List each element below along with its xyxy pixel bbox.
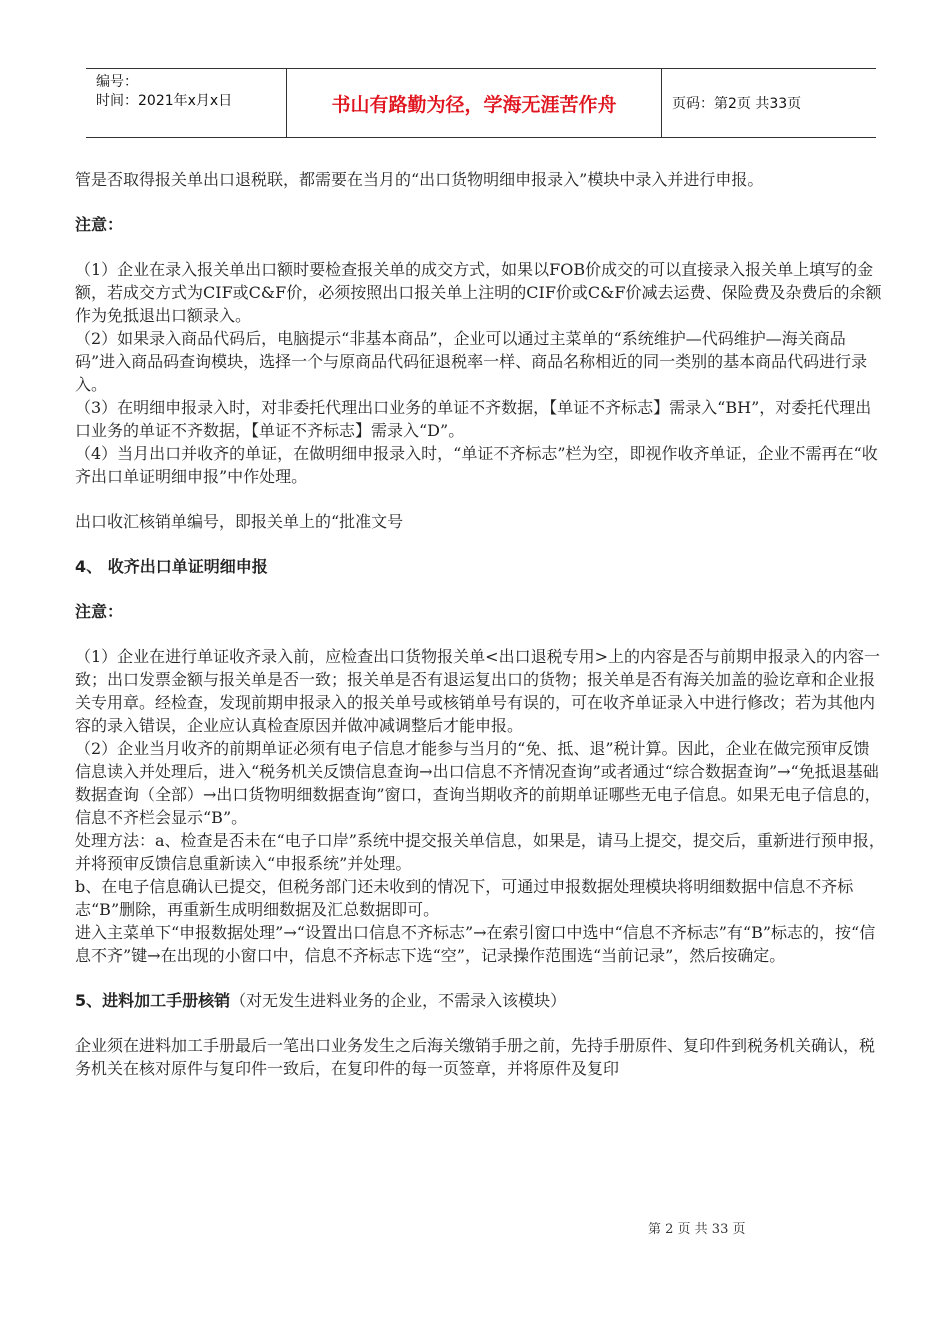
section-note: （对无发生进料业务的企业，不需录入该模块） [230,991,567,1010]
section-heading: 5、进料加工手册核销 [75,991,231,1010]
header-time: 时间：2021年x月x日 [96,93,233,109]
note-item: （2）企业当月收齐的前期单证必须有电子信息才能参与当月的“免、抵、退”税计算。因此，企业在做完预审反馈信息读入并处理后，进入“税务机关反馈信息查询→出口信息不齐情况查询”或者通过“综合数据查询”→“免抵退基础数据查询（全部）→出口货物明细数据查询”窗口，查询当期收齐的前期单证哪些无电子信息。如果无电子信息的，信息不齐栏会显示“B”。 [75,739,881,827]
header-meta [86,69,286,137]
paragraph: 企业须在进料加工手册最后一笔出口业务发生之后海关缴销手册之前，先持手册原件、复印件到税务机关确认，税务机关在核对原件与复印件一致后，在复印件的每一页签章，并将原件及复印 [75,1036,876,1078]
note-heading: 注意： [75,602,124,621]
page-header [86,68,876,138]
note-item: 处理方法：a、检查是否未在“电子口岸”系统中提交报关单信息，如果是，请马上提交，提交后，重新进行预申报，并将预审反馈信息重新读入“申报系统”并处理。 [75,831,885,873]
note-item: （4）当月出口并收齐的单证，在做明细申报录入时，“单证不齐标志”栏为空，即视作收齐单证，企业不需再在“收齐出口单证明细申报”中作处理。 [75,444,878,486]
note-item: （1）企业在录入报关单出口额时要检查报关单的成交方式，如果以FOB价成交的可以直接录入报关单上填写的金额，若成交方式为CIF或C&F价，必须按照出口报关单上注明的CIF价或C&F价减去运费、保险费及杂费后的余额作为免抵退出口额录入。 [75,260,882,325]
document-body [75,168,885,1080]
note-item: （2）如果录入商品代码后，电脑提示“非基本商品”，企业可以通过主菜单的“系统维护—代码维护—海关商品码”进入商品码查询模块，选择一个与原商品代码征退税率一样、商品名称相近的同一类别的基本商品代码进行录入。 [75,329,868,394]
note-item: 进入主菜单下“申报数据处理”→“设置出口信息不齐标志”→在索引窗口中选中“信息不齐标志”有“B”标志的，按“信息不齐”键→在出现的小窗口中，信息不齐标志下选“空”，记录操作范围选“当前记录”，然后按确定。 [75,923,876,965]
section-heading-line [75,989,885,1012]
header-motto: 书山有路勤为径，学海无涯苦作舟 [286,69,662,137]
note-item: b、在电子信息确认已提交，但税务部门还未收到的情况下，可通过申报数据处理模块将明细数据中信息不齐标志“B”删除，再重新生成明细数据及汇总数据即可。 [75,877,854,919]
note-heading: 注意： [75,215,124,234]
note-item: （3）在明细申报录入时，对非委托代理出口业务的单证不齐数据，【单证不齐标志】需录入“BH”，对委托代理出口业务的单证不齐数据，【单证不齐标志】需录入“D”。 [75,398,872,440]
note-item: （1）企业在进行单证收齐录入前，应检查出口货物报关单<出口退税专用>上的内容是否与前期申报录入的内容一致；出口发票金额与报关单是否一致；报关单是否有退运复出口的货物；报关单是否有海关加盖的验讫章和企业报关专用章。经检查，发现前期申报录入的报关单号或核销单号有误的，可在收齐单证录入中进行修改；若为其他内容的录入错误，企业应认真检查原因并做冲减调整后才能申报。 [75,647,880,735]
page-footer: 第 2 页 共 33 页 [648,1222,746,1237]
header-number: 编号： [96,74,138,90]
section-heading: 4、 收齐出口单证明细申报 [75,557,268,576]
paragraph: 管是否取得报关单出口退税联，都需要在当月的“出口货物明细申报录入”模块中录入并进行申报。 [75,170,764,189]
paragraph: 出口收汇核销单编号，即报关单上的“批准文号 [75,512,404,531]
header-page-number: 页码：第2页 共33页 [672,96,802,112]
